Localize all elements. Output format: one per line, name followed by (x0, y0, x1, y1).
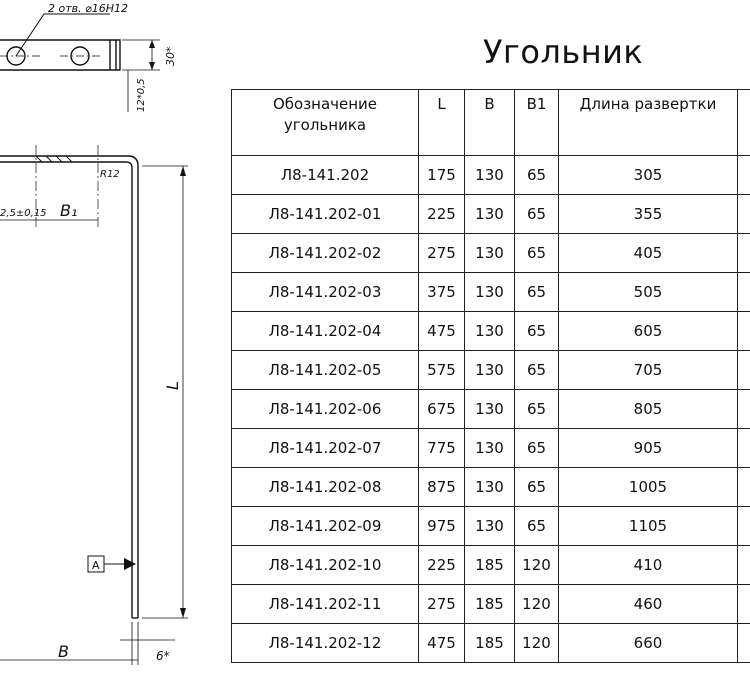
weld-a-label: A (92, 559, 100, 572)
cell-designation: Л8-141.202-08 (232, 468, 419, 507)
cell-length: 605 (559, 312, 738, 351)
table-row (232, 624, 750, 663)
table-row (232, 546, 750, 585)
cell-length: 905 (559, 429, 738, 468)
cell-b: 130 (465, 468, 515, 507)
cell-length: 405 (559, 234, 738, 273)
table-row (232, 234, 750, 273)
table-body (232, 156, 750, 663)
cell-extra (738, 351, 750, 390)
cell-length: 1105 (559, 507, 738, 546)
table-row (232, 156, 750, 195)
cell-b: 130 (465, 312, 515, 351)
cell-l: 225 (419, 546, 465, 585)
cell-l: 675 (419, 390, 465, 429)
table-row (232, 312, 750, 351)
cell-designation: Л8-141.202-06 (232, 390, 419, 429)
table-row (232, 468, 750, 507)
dim-2-5-label: 2,5±0,15 (0, 208, 47, 219)
table-row (232, 429, 750, 468)
cell-length: 460 (559, 585, 738, 624)
cell-designation: Л8-141.202-04 (232, 312, 419, 351)
cell-l: 275 (419, 234, 465, 273)
header-designation: Обозначение угольника (232, 90, 419, 156)
cell-l: 275 (419, 585, 465, 624)
table-row (232, 273, 750, 312)
dim-r12-label: R12 (100, 169, 120, 180)
b-label: B (58, 642, 69, 661)
dim-30-label: 30* (164, 46, 177, 66)
angle-profile (0, 156, 138, 618)
cell-designation: Л8-141.202-03 (232, 273, 419, 312)
dim-12-label: 12*0,5 (136, 78, 147, 112)
cell-b1: 65 (515, 429, 559, 468)
table-row (232, 195, 750, 234)
cell-b: 130 (465, 507, 515, 546)
cell-length: 505 (559, 273, 738, 312)
cell-l: 475 (419, 624, 465, 663)
cell-b: 185 (465, 546, 515, 585)
cell-b1: 65 (515, 390, 559, 429)
cell-b: 130 (465, 156, 515, 195)
page-title: Угольник (483, 33, 644, 71)
cell-l: 775 (419, 429, 465, 468)
cell-l: 975 (419, 507, 465, 546)
header-extra (738, 90, 750, 156)
cell-length: 705 (559, 351, 738, 390)
cell-designation: Л8-141.202-01 (232, 195, 419, 234)
cell-designation: Л8-141.202 (232, 156, 419, 195)
cell-b1: 65 (515, 468, 559, 507)
cell-b1: 120 (515, 546, 559, 585)
cell-length: 355 (559, 195, 738, 234)
b1-label: B₁ (60, 201, 78, 220)
cell-b: 185 (465, 624, 515, 663)
cell-extra (738, 624, 750, 663)
cell-b1: 65 (515, 351, 559, 390)
cell-length: 1005 (559, 468, 738, 507)
cell-b1: 65 (515, 234, 559, 273)
cell-l: 475 (419, 312, 465, 351)
cell-length: 305 (559, 156, 738, 195)
cell-l: 175 (419, 156, 465, 195)
cell-extra (738, 312, 750, 351)
cell-designation: Л8-141.202-11 (232, 585, 419, 624)
l-label: L (163, 381, 182, 390)
cell-b1: 65 (515, 273, 559, 312)
header-b: B (465, 90, 515, 156)
spec-table (231, 89, 750, 663)
cell-b1: 120 (515, 624, 559, 663)
cell-extra (738, 273, 750, 312)
header-b1: B1 (515, 90, 559, 156)
cell-b: 130 (465, 273, 515, 312)
cell-l: 225 (419, 195, 465, 234)
cell-designation: Л8-141.202-02 (232, 234, 419, 273)
cell-b: 130 (465, 234, 515, 273)
cell-length: 805 (559, 390, 738, 429)
cell-extra (738, 585, 750, 624)
top-view-strip (0, 40, 120, 70)
cell-extra (738, 546, 750, 585)
cell-b: 130 (465, 429, 515, 468)
cell-l: 575 (419, 351, 465, 390)
cell-b1: 65 (515, 507, 559, 546)
header-l: L (419, 90, 465, 156)
cell-l: 375 (419, 273, 465, 312)
cell-designation: Л8-141.202-09 (232, 507, 419, 546)
cell-b1: 120 (515, 585, 559, 624)
cell-extra (738, 468, 750, 507)
cell-designation: Л8-141.202-10 (232, 546, 419, 585)
cell-extra (738, 156, 750, 195)
table-row (232, 507, 750, 546)
table-header-row (232, 90, 750, 156)
cell-b: 130 (465, 195, 515, 234)
weld-triangle (124, 558, 136, 570)
cell-designation: Л8-141.202-07 (232, 429, 419, 468)
cell-length: 660 (559, 624, 738, 663)
cell-extra (738, 429, 750, 468)
cell-designation: Л8-141.202-12 (232, 624, 419, 663)
cell-b1: 65 (515, 195, 559, 234)
cell-b: 130 (465, 351, 515, 390)
header-length: Длина развертки (559, 90, 738, 156)
dim-6-label: 6* (156, 649, 170, 663)
cell-b: 185 (465, 585, 515, 624)
technical-drawing (0, 0, 230, 675)
cell-extra (738, 195, 750, 234)
cell-b1: 65 (515, 156, 559, 195)
cell-length: 410 (559, 546, 738, 585)
cell-b: 130 (465, 390, 515, 429)
table-row (232, 390, 750, 429)
cell-l: 875 (419, 468, 465, 507)
cell-b1: 65 (515, 312, 559, 351)
hole-note-label: 2 отв. ⌀16Н12 (48, 2, 128, 15)
cell-extra (738, 234, 750, 273)
cell-extra (738, 507, 750, 546)
cell-designation: Л8-141.202-05 (232, 351, 419, 390)
table-row (232, 585, 750, 624)
cell-extra (738, 390, 750, 429)
table-row (232, 351, 750, 390)
